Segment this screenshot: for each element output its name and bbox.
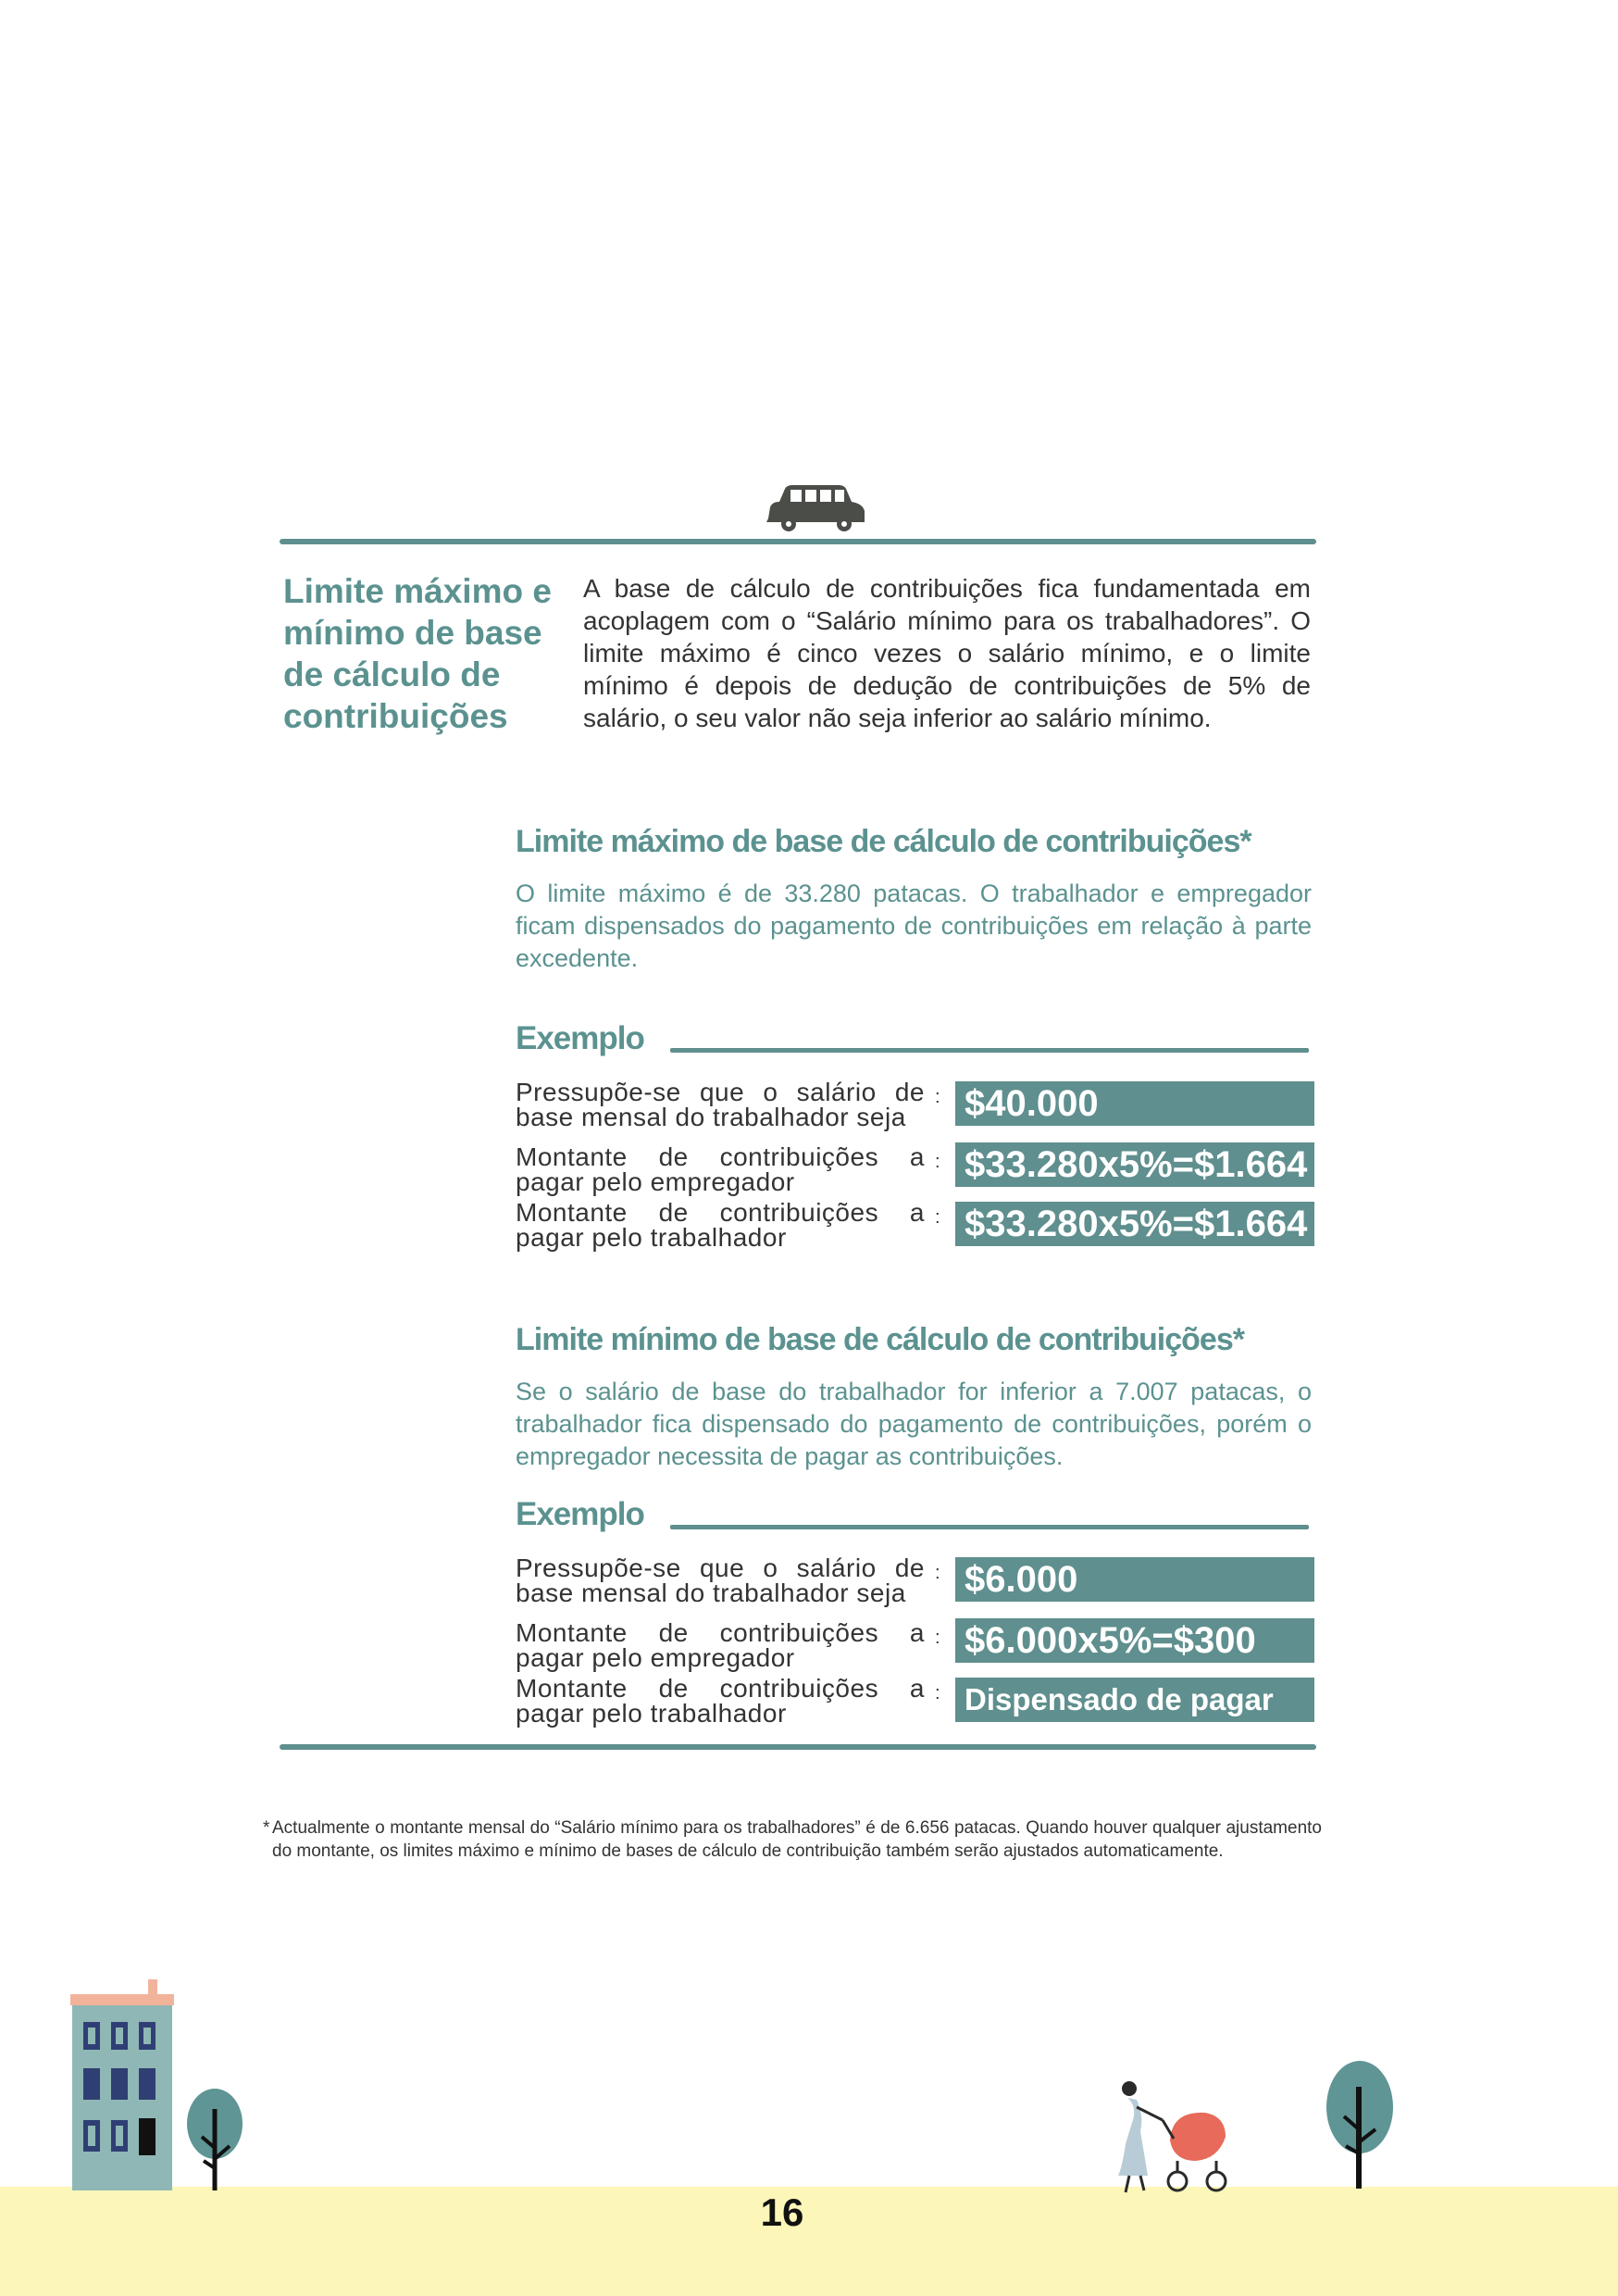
car-icon (759, 481, 870, 537)
min-example-rule (670, 1525, 1309, 1529)
page-number: 16 (760, 2190, 804, 2234)
max-example-rule (670, 1048, 1309, 1053)
min-row-value-worker: Dispensado de pagar (955, 1678, 1314, 1722)
max-section-body: O limite máximo é de 33.280 patacas. O trabalhador e empregador ficam dispensados do pagamento de contribuições em relação à parte excedente. (516, 880, 1312, 972)
max-row-value-worker: $33.280x5%=$1.664 (955, 1202, 1314, 1246)
max-row-colon: : (935, 1207, 940, 1228)
min-section-body: Se o salário de base do trabalhador for inferior a 7.007 patacas, o trabalhador fica dispensado do pagamento de contribuições, porém o empregador necessita de pagar as contribuições. (516, 1378, 1312, 1470)
min-row-label-employer: Montante de contribuições a pagar pelo empregador (516, 1618, 925, 1672)
footnote-text: Actualmente o montante mensal do “Salário mínimo para os trabalhadores” é de 6.656 patacas. Quando houver qualquer ajustamento do montante, os limites máximo e mínimo de bases de cálculo de contribuição também serão ajustados automaticamente. (272, 1818, 1322, 1861)
max-section-title: Limite máximo de base de cálculo de contribuições* (516, 824, 1251, 859)
min-row-colon: : (935, 1563, 940, 1583)
intro-paragraph: A base de cálculo de contribuições fica fundamentada em acoplagem com o “Salário mínimo para os trabalhadores”. O limite máximo é cinco vezes o salário mínimo, e o limite mínimo é depois de dedução de contribuições de 5% de salário, o seu valor não seja inferior ao salário mínimo. (583, 574, 1311, 732)
min-row-colon: : (935, 1683, 940, 1703)
max-example-title: Exemplo (516, 1020, 644, 1056)
max-row-label-salary: Pressupõe-se que o salário de base mensal do trabalhador seja (516, 1078, 925, 1131)
woman-with-stroller-icon (1116, 2079, 1246, 2196)
footnote-marker: * (263, 1818, 270, 1838)
max-row-label-worker: Montante de contribuições a pagar pelo trabalhador (516, 1198, 925, 1252)
footnote (263, 1816, 1322, 1863)
max-row-value-employer: $33.280x5%=$1.664 (955, 1142, 1314, 1187)
min-row-label-salary: Pressupõe-se que o salário de base mensal do trabalhador seja (516, 1554, 925, 1607)
min-row-value-salary: $6.000 (955, 1557, 1314, 1602)
tree-icon (1322, 2050, 1398, 2190)
side-title: Limite máximo e mínimo de base de cálculo de contribuições (283, 572, 552, 735)
min-row-label-worker: Montante de contribuições a pagar pelo trabalhador (516, 1674, 925, 1728)
min-section-title: Limite mínimo de base de cálculo de contribuições* (516, 1322, 1244, 1357)
min-row-colon: : (935, 1628, 940, 1648)
tree-icon (181, 2072, 248, 2192)
max-row-label-employer: Montante de contribuições a pagar pelo empregador (516, 1142, 925, 1196)
building-icon (70, 1979, 174, 2190)
min-example-title: Exemplo (516, 1496, 644, 1532)
max-row-colon: : (935, 1087, 940, 1107)
bottom-divider (280, 1744, 1316, 1750)
min-row-value-employer: $6.000x5%=$300 (955, 1618, 1314, 1663)
top-divider (280, 539, 1316, 544)
max-row-value-salary: $40.000 (955, 1081, 1314, 1126)
max-row-colon: : (935, 1152, 940, 1172)
